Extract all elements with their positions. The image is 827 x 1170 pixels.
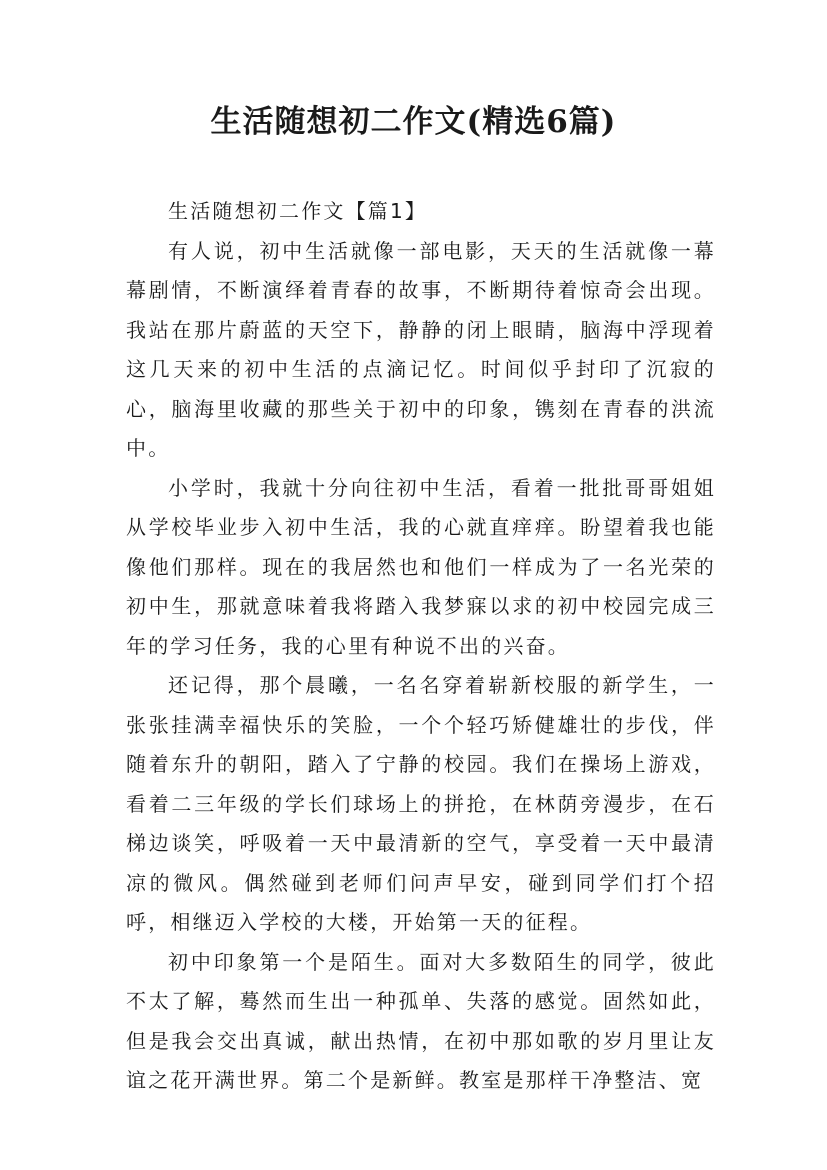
paragraph-4: 初中印象第一个是陌生。面对大多数陌生的同学，彼此不太了解，蓦然而生出一种孤单、失落的感觉。固然如此，但是我会交出真诚，献出热情，在初中那如歌的岁月里让友谊之花开满世界。第二个是新鲜。教室是那样干净整洁、宽 [126, 949, 716, 1092]
paragraph-1: 有人说，初中生活就像一部电影，天天的生活就像一幕幕剧情，不断演绎着青春的故事，不断期待着惊奇会出现。我站在那片蔚蓝的天空下，静静的闭上眼睛，脑海中浮现着这几天来的初中生活的点滴记忆。时间似乎封印了沉寂的心，脑海里收藏的那些关于初中的印象，镌刻在青春的洪流中。 [126, 238, 716, 460]
paragraph-3: 还记得，那个晨曦，一名名穿着崭新校服的新学生，一张张挂满幸福快乐的笑脸，一个个轻巧矫健雄壮的步伐，伴随着东升的朝阳，踏入了宁静的校园。我们在操场上游戏，看着二三年级的学长们球场上的拼抢，在林荫旁漫步，在石梯边谈笑，呼吸着一天中最清新的空气，享受着一天中最清凉的微风。偶然碰到老师们问声早安，碰到同学们打个招呼，相继迈入学校的大楼，开始第一天的征程。 [126, 673, 716, 934]
section-heading: 生活随想初二作文【篇1】 [168, 199, 428, 223]
document-body [126, 192, 716, 1101]
paragraph-2: 小学时，我就十分向往初中生活，看着一批批哥哥姐姐从学校毕业步入初中生活，我的心就直痒痒。盼望着我也能像他们那样。现在的我居然也和他们一样成为了一名光荣的初中生，那就意味着我将踏入我梦寐以求的初中校园完成三年的学习任务，我的心里有种说不出的兴奋。 [126, 475, 716, 658]
document-title: 生活随想初二作文(精选6篇) [210, 104, 617, 140]
